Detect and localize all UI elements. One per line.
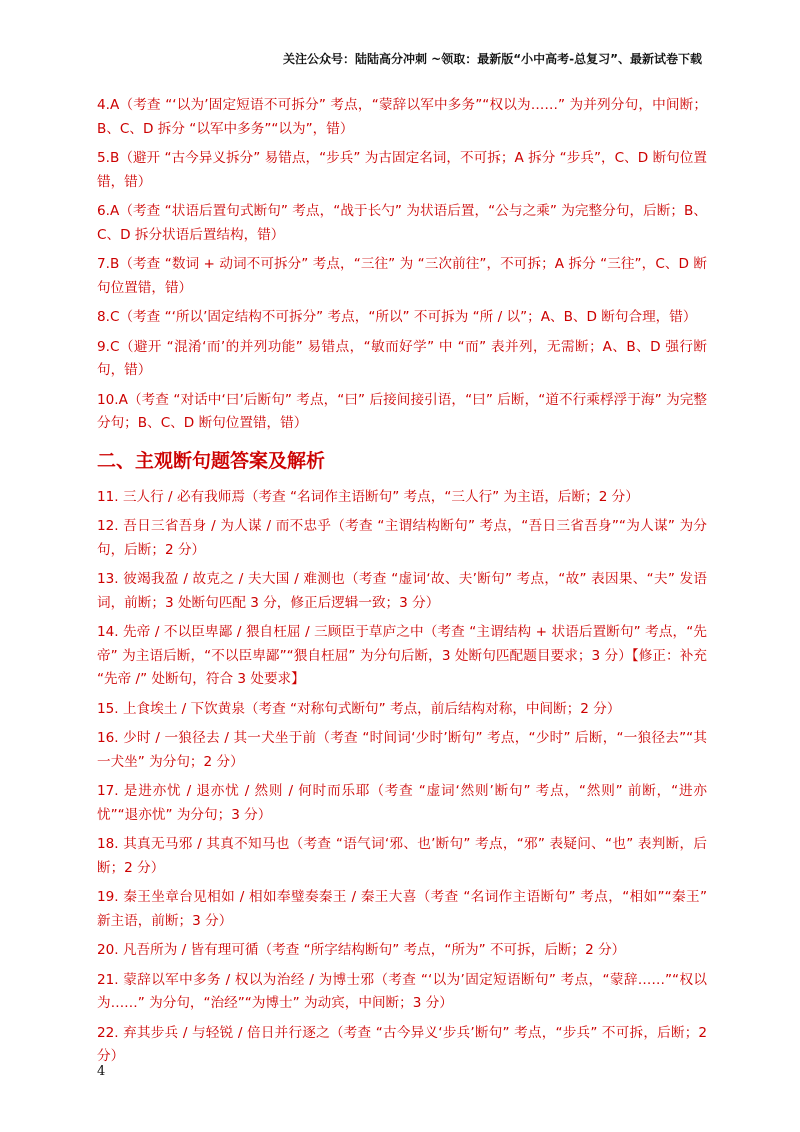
answer-item-22: 22. 弃其步兵 / 与轻锐 / 倍日并行逐之（考查 “古今异义‘步兵’断句” 考点，“步兵” 不可拆，后断；2 分） <box>97 1024 707 1064</box>
answer-item-8: 8.C（考查 “‘所以’固定结构不可拆分” 考点，“所以” 不可拆为 “所 / 以”；A、B、D 断句合理，错） <box>97 309 697 325</box>
answer-item-20: 20. 凡吾所为 / 皆有理可循（考查 “所字结构断句” 考点，“所为” 不可拆，后断；2 分） <box>97 942 626 958</box>
answer-item-11: 11. 三人行 / 必有我师焉（考查 “名词作主语断句” 考点，“三人行” 为主语，后断；2 分） <box>97 488 639 505</box>
page-number: 4 <box>97 1064 106 1079</box>
answer-item-6: 6.A（考查 “状语后置句式断句” 考点，“战于长勺” 为状语后置，“公与之乘” 为完整分句，后断；B、C、D 拆分状语后置结构，错） <box>97 203 707 243</box>
answer-item-9: 9.C（避开 “混淆‘而’的并列功能” 易错点，“敏而好学” 中 “而” 表并列，无需断；A、B、D 强行断句，错） <box>97 338 707 378</box>
answer-item-5: 5.B（避开 “古今异义拆分” 易错点，“步兵” 为古固定名词，不可拆；A 拆分 “步兵”，C、D 断句位置错，错） <box>97 150 707 190</box>
answer-item-10: 10.A（考查 “对话中‘曰’后断句” 考点，“曰” 后接间接引语，“曰” 后断，“道不行乘桴浮于海” 为完整分句；B、C、D 断句位置错，错） <box>97 391 707 431</box>
answer-item-19: 19. 秦王坐章台见相如 / 相如奉璧奏秦王 / 秦王大喜（考查 “名词作主语断句” 考点，“相如”“秦王” 新主语，前断；3 分） <box>97 889 707 929</box>
answer-item-14: 14. 先帝 / 不以臣卑鄙 / 猥自枉屈 / 三顾臣于草庐之中（考查 “主谓结构 + 状语后置断句” 考点，“先帝” 为主语后断，“不以臣卑鄙”“猥自枉屈” 为分句后断，3 处断句匹配题目要求；3 分）【修正：补充 “先帝 /” 处断句，符合 3 处要求】 <box>97 624 707 687</box>
answer-item-7: 7.B（考查 “数词 + 动词不可拆分” 考点，“三往” 为 “三次前往”，不可拆；A 拆分 “三往”，C、D 断句位置错，错） <box>97 256 707 296</box>
answer-item-12: 12. 吾日三省吾身 / 为人谋 / 而不忠乎（考查 “主谓结构断句” 考点，“吾日三省吾身”“为人谋” 为分句，后断；2 分） <box>97 518 707 558</box>
answer-item-18: 18. 其真无马邪 / 其真不知马也（考查 “语气词‘邪、也’断句” 考点，“邪” 表疑问、“也” 表判断，后断；2 分） <box>97 836 707 876</box>
answer-content <box>97 94 707 1075</box>
answer-item-17: 17. 是进亦忧 / 退亦忧 / 然则 / 何时而乐耶（考查 “虚词‘然则’断句” 考点，“然则” 前断，“进亦忧”“退亦忧” 为分句；3 分） <box>97 783 707 823</box>
answer-item-15: 15. 上食埃土 / 下饮黄泉（考查 “对称句式断句” 考点，前后结构对称，中间断；2 分） <box>97 700 621 717</box>
answer-item-4: 4.A（考查 “‘以为’固定短语不可拆分” 考点，“蒙辞以军中多务”“权以为……” 为并列分句，中间断；B、C、D 拆分 “以军中多务”“以为”，错） <box>97 97 707 137</box>
answer-item-16: 16. 少时 / 一狼径去 / 其一犬坐于前（考查 “时间词‘少时’断句” 考点，“少时” 后断，“一狼径去”“其一犬坐” 为分句；2 分） <box>97 730 707 770</box>
answer-item-21: 21. 蒙辞以军中多务 / 权以为治经 / 为博士邪（考查 “‘以为’固定短语断句” 考点，“蒙辞……”“权以为……” 为分句，“治经”“为博士” 为动宾，中间断；3 分） <box>97 971 707 1011</box>
section-title: 二、主观断句题答案及解析 <box>97 449 326 472</box>
answer-item-13: 13. 彼竭我盈 / 故克之 / 夫大国 / 难测也（考查 “虚词‘故、夫’断句” 考点，“故” 表因果、“夫” 发语词，前断；3 处断句匹配 3 分，修正后逻辑一致；3 分） <box>97 571 707 611</box>
page-header: 关注公众号：陆陆高分冲刺 ~领取：最新版“小中高考-总复习”、最新试卷下载 <box>283 52 702 66</box>
